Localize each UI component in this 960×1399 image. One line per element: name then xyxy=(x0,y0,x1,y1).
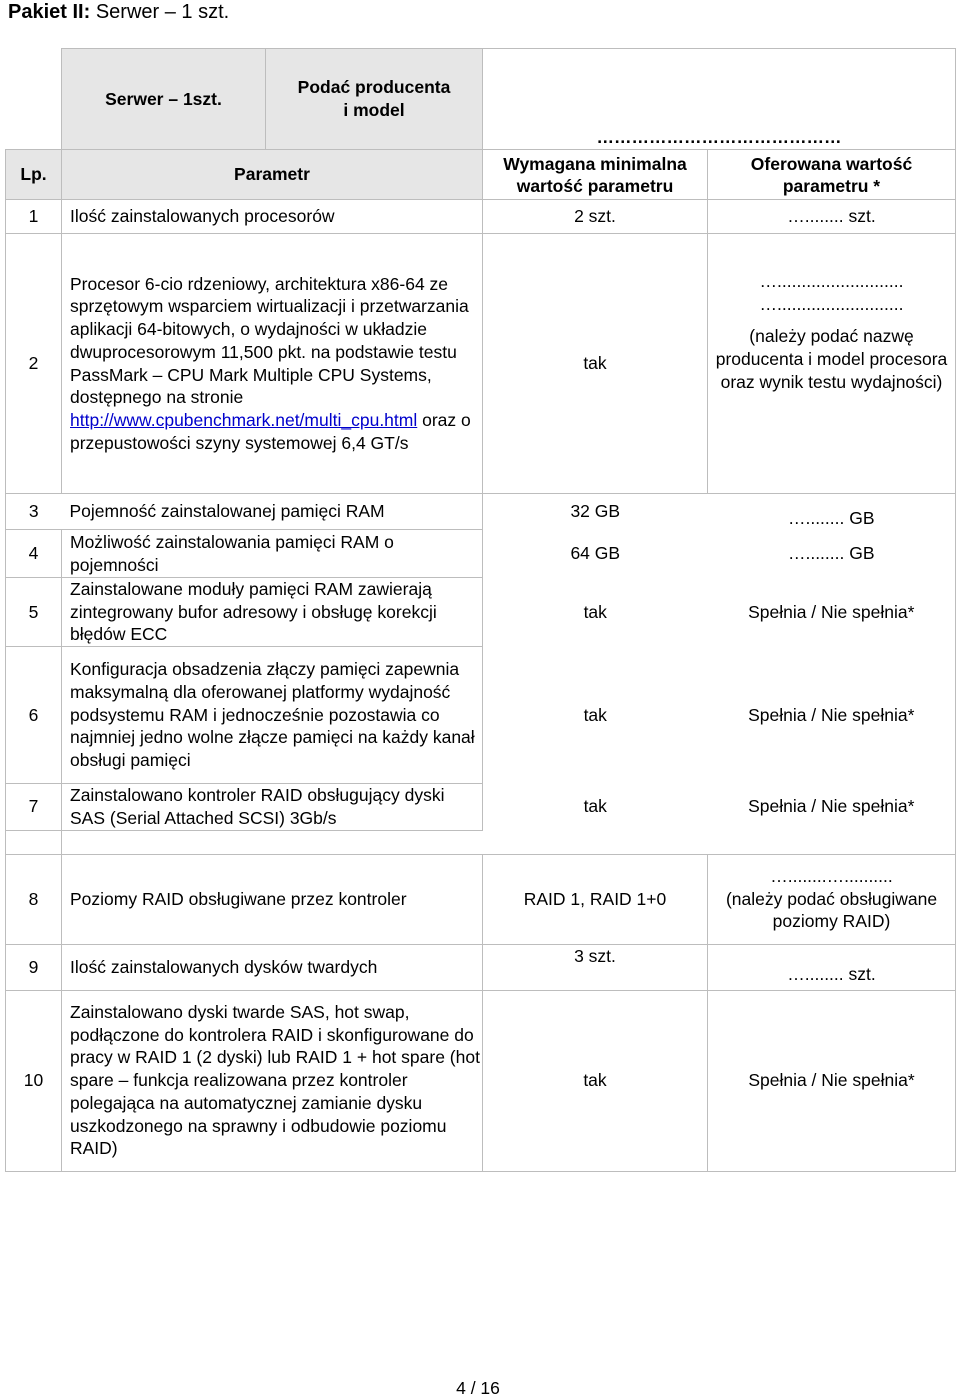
header-row-columns xyxy=(6,150,956,200)
row-req: tak xyxy=(583,704,607,725)
row-req: tak xyxy=(583,796,607,817)
row-off xyxy=(708,854,956,944)
row-req: 2 szt. xyxy=(483,200,708,234)
row-param: Konfiguracja obsadzenia złączy pamięci zapewnia maksymalną dla oferowanej platformy wydajność podsystemu RAM i jednocześnie pozostawia co najmniej jedno wolne złącze pamięci na każdy kanał obsługi pamięci xyxy=(62,647,483,784)
server-header-cell xyxy=(62,49,483,150)
row-off xyxy=(708,234,956,494)
server-label: Serwer – 1szt. xyxy=(62,49,266,149)
row-off: …........ szt. xyxy=(708,944,956,990)
col-off-header-1: Oferowana wartość xyxy=(750,153,913,174)
col-off-header xyxy=(708,150,956,200)
row-lp: 1 xyxy=(6,200,62,234)
row-off: …........ szt. xyxy=(708,200,956,234)
row-off-fill: …........….......... xyxy=(770,865,893,886)
row-off: Spełnia / Nie spełnia* xyxy=(708,990,956,1171)
producer-fill-cell xyxy=(483,49,956,150)
table-row xyxy=(6,494,956,530)
row-param: Możliwość zainstalowania pamięci RAM o pojemności xyxy=(62,530,483,578)
table-row xyxy=(6,854,956,944)
table-row xyxy=(6,530,956,578)
table-row xyxy=(6,944,956,990)
row-off: Spełnia / Nie spełnia* xyxy=(708,784,956,830)
row-param: Zainstalowane moduły pamięci RAM zawierają zintegrowany bufor adresowy i obsługę korekcji błędów ECC xyxy=(62,578,483,647)
row-req: 3 szt. xyxy=(483,944,708,990)
table-row xyxy=(6,200,956,234)
table-row xyxy=(6,784,956,830)
row-req: tak xyxy=(483,990,708,1171)
spacer-row xyxy=(6,830,956,854)
row-req: RAID 1, RAID 1+0 xyxy=(483,854,708,944)
row-param xyxy=(62,234,483,494)
row-lp: 4 xyxy=(6,530,62,578)
row-lp: 8 xyxy=(6,854,62,944)
header-row-server xyxy=(6,49,956,150)
row-lp: 9 xyxy=(6,944,62,990)
col-req-header-1: Wymagana minimalna xyxy=(503,153,687,174)
page-title-bold: Pakiet II: xyxy=(8,1,91,23)
row-lp: 7 xyxy=(6,784,62,830)
row-off-fill-2: ….......................... xyxy=(759,293,904,314)
table-row xyxy=(6,578,956,647)
page-number: 4 / 16 xyxy=(456,1378,500,1398)
row-off: Spełnia / Nie spełnia* xyxy=(708,647,956,784)
row-param-text-2: oraz o przepustowości szyny systemowej 6,4 GT/s xyxy=(70,409,471,453)
table-row xyxy=(6,990,956,1171)
row-off-note: (należy podać nazwę producenta i model procesora oraz wynik testu wydajności) xyxy=(715,326,948,392)
row-param-text: Procesor 6-cio rdzeniowy, architektura x86-64 ze sprzętowym wsparciem wirtualizacji i przetwarzania aplikacji 64-bitowych, o wydajności w układzie dwuprocesorowym 11,500 pkt. na podstawie testu PassMark – CPU Mark Multiple CPU Systems, dostępnego na stronie xyxy=(70,273,469,408)
row-param: Zainstalowano kontroler RAID obsługujący dyski SAS (Serial Attached SCSI) 3Gb/s xyxy=(62,784,483,830)
row-off: …........ GB xyxy=(708,494,956,530)
row-param: Ilość zainstalowanych dysków twardych xyxy=(62,944,483,990)
row-param: Zainstalowano dyski twarde SAS, hot swap, podłączone do kontrolera RAID i skonfigurowane do pracy w RAID 1 (2 dyski) lub RAID 1 + hot spare (hot spare – funkcja realizowana przez kontroler polegająca na automatycznej zamianie dysku uszkodzonego na sprawny i odbudowie poziomu RAID) xyxy=(62,990,483,1171)
table-row xyxy=(6,647,956,784)
row-param: Ilość zainstalowanych procesorów xyxy=(62,200,483,234)
col-req-header xyxy=(483,150,708,200)
page-title-rest: Serwer – 1 szt. xyxy=(90,1,230,23)
producer-fill-dots: …………………………………… xyxy=(596,127,842,148)
col-param-header: Parametr xyxy=(62,150,483,200)
row-param: Poziomy RAID obsługiwane przez kontroler xyxy=(62,854,483,944)
row-off-fill-1: ….......................... xyxy=(759,271,904,291)
page-title xyxy=(8,0,229,24)
spec-table xyxy=(5,48,956,1172)
row-lp: 10 xyxy=(6,990,62,1171)
row-off: …........ GB xyxy=(708,530,956,578)
table-row xyxy=(6,234,956,494)
passmark-link[interactable]: http://www.cpubenchmark.net/multi_cpu.html xyxy=(70,409,418,430)
row-lp: 5 xyxy=(6,578,62,647)
producer-label-2: i model xyxy=(343,100,405,120)
row-lp: 6 xyxy=(6,647,62,784)
row-off: Spełnia / Nie spełnia* xyxy=(708,578,956,647)
row-req: 32 GB xyxy=(483,494,708,530)
col-req-header-2: wartość parametru xyxy=(516,175,674,196)
row-req: 64 GB xyxy=(570,543,621,564)
row-lp: 2 xyxy=(6,234,62,494)
col-lp-header: Lp. xyxy=(6,150,62,200)
row-param: Pojemność zainstalowanej pamięci RAM xyxy=(62,494,483,530)
row-off-note: (należy podać obsługiwane poziomy RAID) xyxy=(725,888,938,932)
producer-label-1: Podać producenta xyxy=(297,77,451,98)
col-off-header-2: parametru * xyxy=(782,175,881,196)
row-req: tak xyxy=(483,234,708,494)
row-req: tak xyxy=(583,601,607,622)
row-lp: 3 xyxy=(6,494,62,530)
